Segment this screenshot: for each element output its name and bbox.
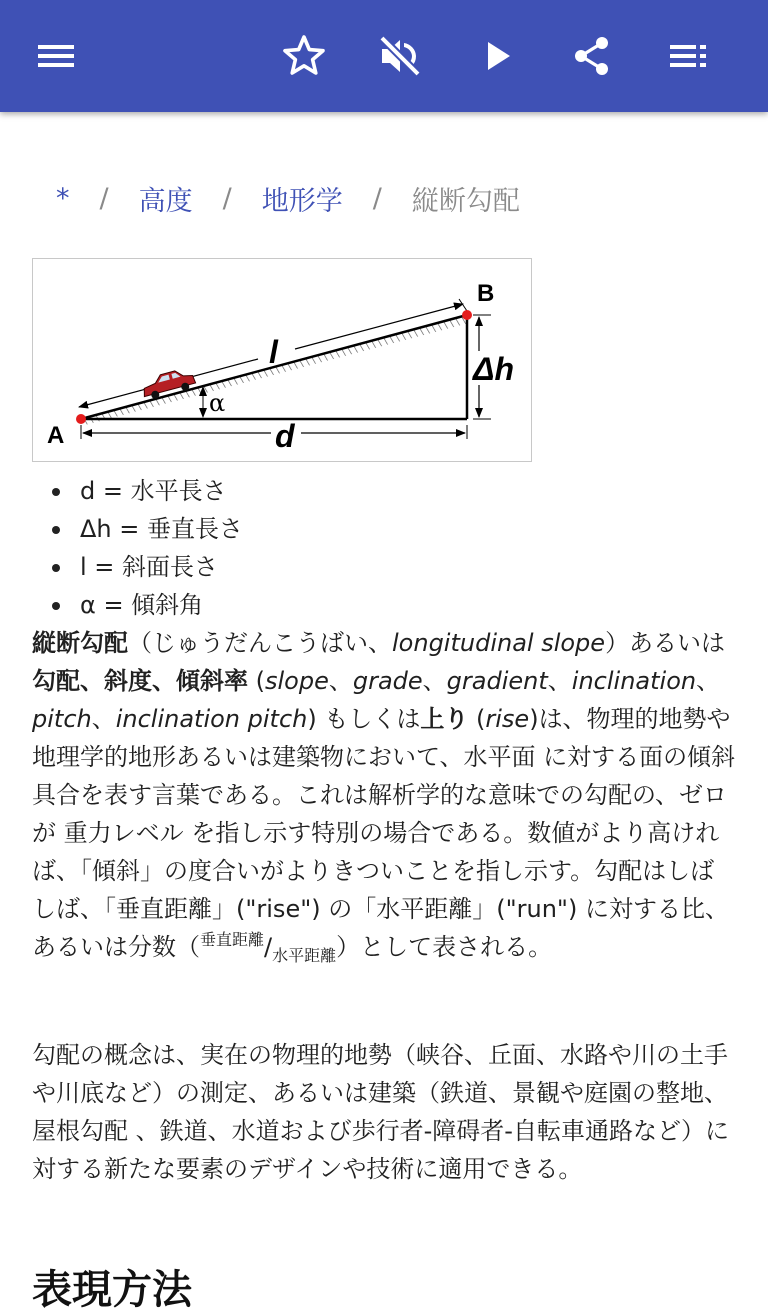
list-item: Δh = 垂直長さ	[34, 510, 243, 548]
diagram-legend-list	[34, 472, 243, 624]
breadcrumb-current: 縦断勾配	[411, 185, 520, 217]
english-term: slope	[265, 667, 329, 695]
text-span: (	[468, 705, 486, 733]
label-a: A	[47, 422, 65, 449]
english-term: longitudinal slope	[392, 629, 606, 657]
text-span: (	[248, 667, 265, 695]
list-item: d = 水平長さ	[34, 472, 243, 510]
volume-off-icon[interactable]	[372, 28, 428, 84]
intro-paragraph	[32, 624, 738, 966]
list-item: α = 傾斜角	[34, 586, 243, 624]
alt-term: 上り	[420, 705, 469, 733]
text-span: 、	[80, 667, 104, 695]
text-span: )	[529, 705, 539, 733]
text-span: 、	[696, 667, 721, 695]
label-d: d	[275, 418, 295, 454]
breadcrumb-home-link[interactable]: *	[56, 182, 70, 214]
label-delta-h: Δh	[473, 351, 515, 387]
breadcrumb	[56, 178, 520, 218]
breadcrumb-link-topography[interactable]: 地形学	[261, 185, 343, 217]
breadcrumb-separator: /	[372, 182, 382, 214]
text-span: ）として表される。	[336, 933, 553, 961]
text-span: 、	[91, 705, 116, 733]
text-span: ) もしくは	[307, 705, 421, 733]
playlist-icon[interactable]	[660, 28, 716, 84]
point-b	[462, 310, 472, 320]
paragraph-text: 勾配の概念は、実在の物理的地勢（峡谷、丘面、水路や川の土手や川底など）の測定、あるいは建築（鉄道、景観や庭園の整地、 屋根勾配 、鉄道、水道および歩行者-障碍者-自転車通路など）に対する新たな要素のデザインや技術に適用できる。	[32, 1041, 729, 1183]
label-l: l	[269, 334, 278, 370]
list-item: l = 斜面長さ	[34, 548, 243, 586]
fraction-slash: /	[264, 933, 273, 961]
alt-term: 斜度	[104, 667, 152, 695]
body-paragraph	[32, 1036, 738, 1188]
section-heading: 表現方法	[32, 1267, 192, 1313]
fraction-numerator: 垂直距離	[200, 930, 265, 949]
label-alpha: α	[209, 389, 226, 417]
alt-term: 傾斜率	[176, 667, 248, 695]
label-b: B	[477, 280, 495, 307]
text-span: （じゅうだんこうばい、	[128, 629, 392, 657]
text-span: 、	[547, 667, 572, 695]
fraction-denominator: 水平距離	[272, 946, 337, 965]
menu-icon[interactable]	[28, 28, 84, 84]
text-span: は、物理的地勢や地理学的地形あるいは建築物において、水平面 に対する面の傾斜具合を表す言葉である。これは解析学的な意味での勾配の、ゼロが 重力レベル を指し示す特別の場合である。数値がより高ければ、「傾斜」の度合いがよりきついことを指し示す。勾配はしばしば、「垂直距離」("rise") の「水平距離」("run") に対する比、あるいは分数（	[32, 705, 736, 961]
app-bar	[0, 0, 768, 112]
text-span: 、	[422, 667, 447, 695]
star-outline-icon[interactable]	[276, 28, 332, 84]
term-title: 縦断勾配	[32, 629, 128, 657]
share-icon[interactable]	[564, 28, 620, 84]
english-term: inclination pitch	[115, 705, 308, 733]
slope-diagram[interactable]	[32, 258, 532, 462]
breadcrumb-separator: /	[99, 182, 109, 214]
english-term: pitch	[32, 705, 92, 733]
breadcrumb-separator: /	[222, 182, 232, 214]
text-span: 、	[328, 667, 353, 695]
english-term: rise	[485, 705, 530, 733]
alt-term: 勾配	[32, 667, 80, 695]
english-term: inclination	[571, 667, 697, 695]
text-span: 、	[152, 667, 176, 695]
point-a	[76, 414, 86, 424]
breadcrumb-link-altitude[interactable]: 高度	[138, 185, 193, 217]
english-term: grade	[352, 667, 423, 695]
play-icon[interactable]	[470, 28, 526, 84]
text-span: ）あるいは	[605, 629, 726, 657]
english-term: gradient	[446, 667, 548, 695]
